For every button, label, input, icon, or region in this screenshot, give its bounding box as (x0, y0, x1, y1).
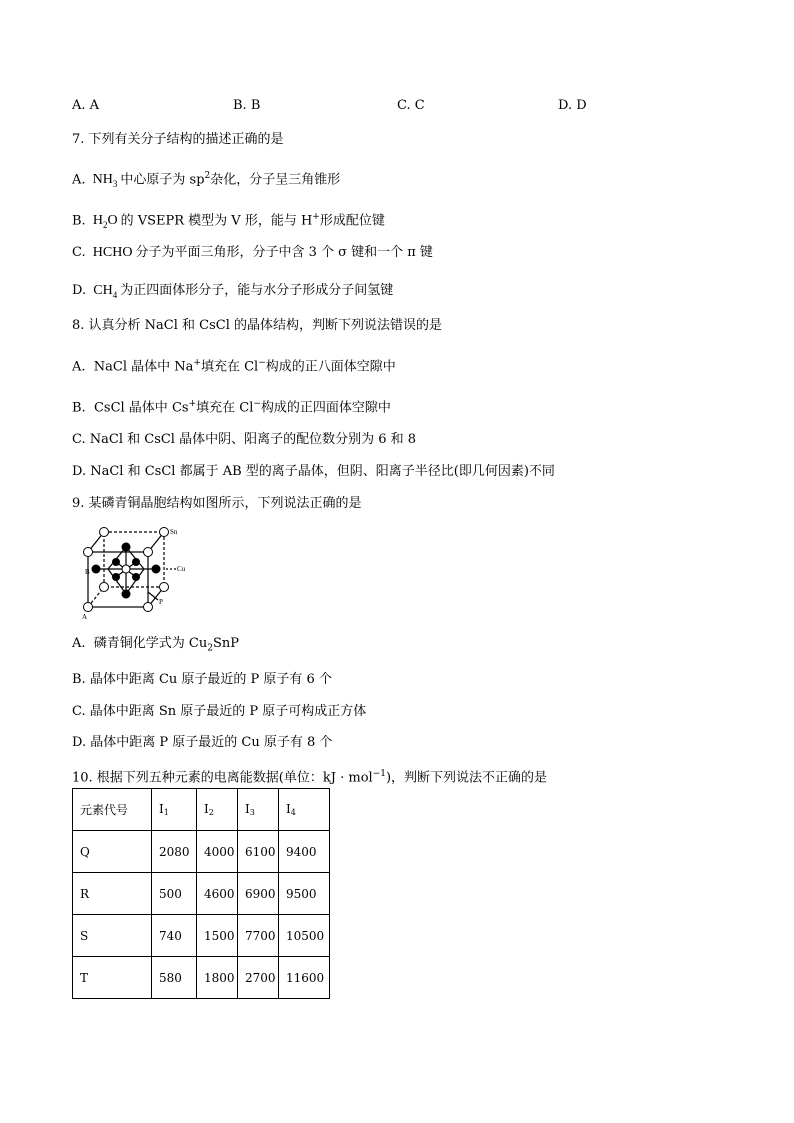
table-cell: 6900 (238, 873, 279, 915)
table-cell: 1800 (197, 957, 238, 999)
label-b: B (85, 568, 90, 576)
hcho-formula: HCHO (92, 245, 133, 260)
label-a: A (82, 613, 88, 621)
table-cell: 10500 (279, 915, 330, 957)
label-cu: Cu (177, 565, 186, 573)
q8-option-a: A. NaCl 晶体中 Na+填充在 Cl−构成的正八面体空隙中 (72, 358, 396, 375)
q6-options (72, 98, 632, 118)
unit-cell-figure (78, 522, 198, 622)
label-p: P (159, 598, 163, 606)
table-cell: T (73, 957, 152, 999)
table-row (73, 831, 330, 873)
q10-stem: 10. 根据下列五种元素的电离能数据(单位：kJ · mol$^{-1}$)，判断下列说法不正确的是 (72, 769, 548, 786)
table-row (73, 915, 330, 957)
q7-option-c: C. HCHO 分子为平面三角形，分子中含 3 个 σ 键和一个 π 键 (72, 245, 433, 260)
table-header-cell: 元素代号 (73, 789, 152, 831)
table-cell: R (73, 873, 152, 915)
table-cell: 7700 (238, 915, 279, 957)
ch4-formula: $CH_4$ (93, 283, 118, 300)
table-header-cell: I4 (279, 789, 330, 831)
table-cell: Q (73, 831, 152, 873)
q9-stem: 9. 某磷青铜晶胞结构如图所示，下列说法正确的是 (72, 496, 362, 511)
table-cell: 9400 (279, 831, 330, 873)
q8-option-c: C. NaCl 和 CsCl 晶体中阴、阳离子的配位数分别为 6 和 8 (72, 432, 417, 447)
q9-option-a: A. 磷青铜化学式为 $Cu_2SnP$ (72, 636, 240, 654)
table-header-cell: I2 (197, 789, 238, 831)
nh3-formula: $NH_3$ (92, 172, 118, 190)
q7-option-b: B. $H_2O$ 的 VSEPR 模型为 V 形，能与 H+形成配位键 (72, 212, 385, 231)
table-cell: 4000 (197, 831, 238, 873)
table-cell: 11600 (279, 957, 330, 999)
q6-option-b: B. B (233, 98, 261, 113)
ionization-energy-table (72, 788, 330, 999)
table-row (73, 873, 330, 915)
q9-option-d: D. 晶体中距离 P 原子最近的 Cu 原子有 8 个 (72, 735, 333, 750)
table-header-cell: I3 (238, 789, 279, 831)
q8-option-d: D. NaCl 和 CsCl 都属于 AB 型的离子晶体，但阴、阳离子半径比(即几何因素)不同 (72, 464, 555, 479)
table-cell: 740 (152, 915, 197, 957)
q9-option-b: B. 晶体中距离 Cu 原子最近的 P 原子有 6 个 (72, 672, 332, 687)
table-header-cell: I1 (152, 789, 197, 831)
table-cell: 580 (152, 957, 197, 999)
table-cell: 1500 (197, 915, 238, 957)
q8-option-b: B. CsCl 晶体中 Cs+填充在 Cl−构成的正四面体空隙中 (72, 399, 391, 416)
table-row (73, 957, 330, 999)
table-cell: 500 (152, 873, 197, 915)
q7-stem: 7. 下列有关分子结构的描述正确的是 (72, 132, 284, 147)
table-cell: S (73, 915, 152, 957)
q6-option-c: C. C (397, 98, 425, 113)
q8-stem: 8. 认真分析 NaCl 和 CsCl 的晶体结构，判断下列说法错误的是 (72, 318, 443, 333)
q9-option-c: C. 晶体中距离 Sn 原子最近的 P 原子可构成正方体 (72, 704, 367, 719)
table-cell: 4600 (197, 873, 238, 915)
table-header-row (73, 789, 330, 831)
h2o-formula: $H_2O$ (92, 213, 118, 231)
table-cell: 2080 (152, 831, 197, 873)
table-cell: 9500 (279, 873, 330, 915)
table-cell: 2700 (238, 957, 279, 999)
q7-option-a: A. $NH_3$ 中心原子为 $sp^2$杂化，分子呈三角锥形 (72, 171, 341, 190)
table-cell: 6100 (238, 831, 279, 873)
label-sn: Sn (170, 528, 178, 536)
q6-option-a: A. A (72, 98, 100, 113)
q6-option-d: D. D (558, 98, 587, 113)
q7-option-d: D. $CH_4$ 为正四面体形分子，能与水分子形成分子间氢键 (72, 283, 394, 300)
